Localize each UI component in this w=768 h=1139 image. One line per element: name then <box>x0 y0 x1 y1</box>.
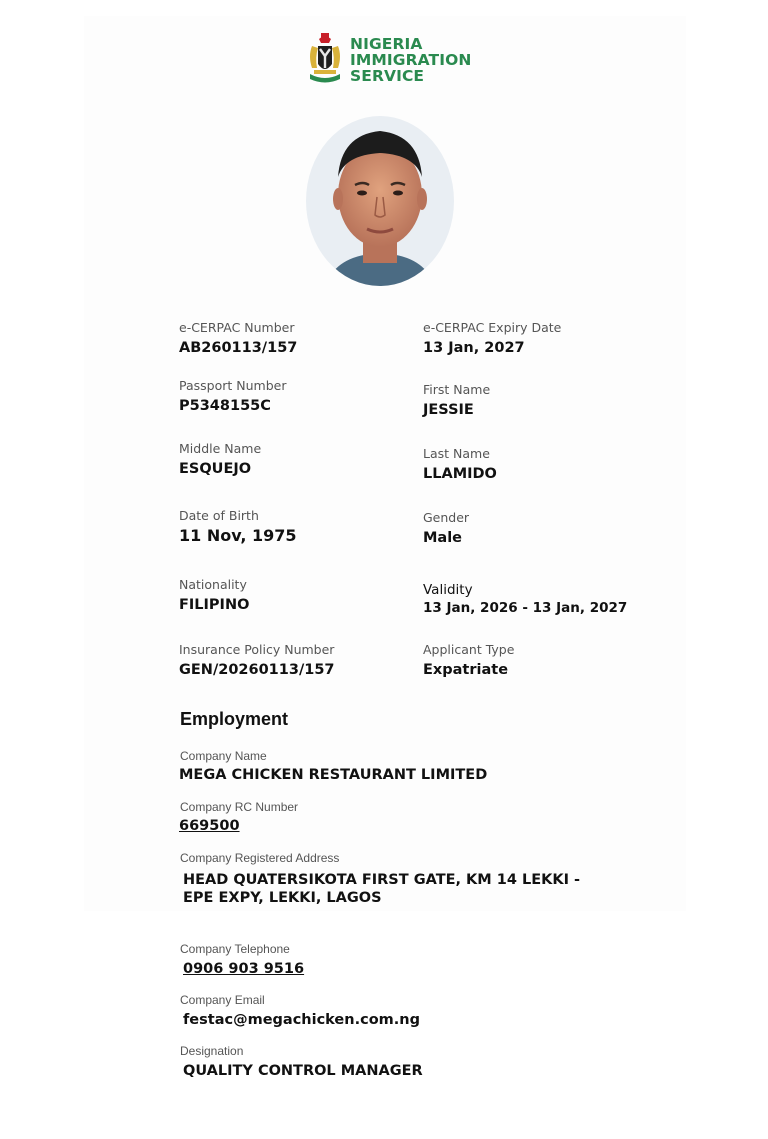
company-name-value: MEGA CHICKEN RESTAURANT LIMITED <box>179 767 488 783</box>
company-rc-value: 669500 <box>179 818 240 834</box>
ecerpac-number-field <box>179 320 297 357</box>
logo-line-3: SERVICE <box>350 67 425 85</box>
ecerpac-expiry-label: e-CERPAC Expiry Date <box>423 320 562 335</box>
passport-number-label: Passport Number <box>179 378 287 393</box>
ecerpac-number-value: AB260113/157 <box>179 340 298 356</box>
logo-line-2: IMMIGRATION <box>350 51 472 69</box>
applicant-type-label: Applicant Type <box>423 642 515 657</box>
address-line-2: EPE EXPY, LEKKI, LAGOS <box>183 890 382 906</box>
insurance-value: GEN/20260113/157 <box>179 662 335 678</box>
insurance-field <box>179 642 335 679</box>
holder-photo <box>305 115 455 287</box>
dob-value: 11 Nov, 1975 <box>179 526 297 545</box>
company-email-value: festac@megachicken.com.ng <box>183 1012 420 1028</box>
middle-name-value: ESQUEJO <box>179 461 252 477</box>
middle-name-label: Middle Name <box>179 441 262 456</box>
first-name-label: First Name <box>423 382 491 397</box>
gender-value: Male <box>423 530 463 546</box>
company-email-label: Company Email <box>180 993 265 1007</box>
address-line-1: HEAD QUATERSIKOTA FIRST GATE, KM 14 LEKKI - <box>183 872 581 888</box>
company-email-field <box>180 993 420 1029</box>
first-name-field <box>423 382 490 419</box>
company-rc-label: Company RC Number <box>180 800 299 814</box>
logo-wordmark <box>350 36 480 84</box>
passport-number-field <box>179 378 286 415</box>
validity-value: 13 Jan, 2026 - 13 Jan, 2027 <box>423 600 628 616</box>
ecerpac-number-label: e-CERPAC Number <box>179 320 295 335</box>
last-name-value: LLAMIDO <box>423 466 497 482</box>
last-name-label: Last Name <box>423 446 490 461</box>
gender-label: Gender <box>423 510 470 525</box>
company-address-value <box>183 871 583 907</box>
dob-field <box>179 508 297 545</box>
designation-field <box>180 1044 423 1080</box>
coat-of-arms-icon <box>306 30 344 88</box>
company-telephone-field <box>180 942 304 978</box>
company-telephone-value: 0906 903 9516 <box>183 961 305 977</box>
employment-heading: Employment <box>180 709 289 729</box>
applicant-type-field <box>423 642 514 679</box>
middle-name-field <box>179 441 261 478</box>
passport-number-value: P5348155C <box>179 398 271 414</box>
validity-field <box>423 582 627 617</box>
dob-label: Date of Birth <box>179 508 259 523</box>
validity-label: Validity <box>423 582 473 598</box>
ecerpac-expiry-value: 13 Jan, 2027 <box>423 340 525 356</box>
company-name-field <box>180 749 487 784</box>
insurance-label: Insurance Policy Number <box>179 642 335 657</box>
gender-field <box>423 510 469 547</box>
company-name-label: Company Name <box>180 749 267 763</box>
logo-line-1: NIGERIA <box>350 35 423 53</box>
company-address-label: Company Registered Address <box>180 851 340 865</box>
first-name-value: JESSIE <box>423 402 474 418</box>
company-telephone-label: Company Telephone <box>180 942 290 956</box>
nis-logo <box>306 30 476 90</box>
nationality-label: Nationality <box>179 577 247 592</box>
ecerpac-expiry-field <box>423 320 561 357</box>
last-name-field <box>423 446 497 483</box>
company-address-label-wrap <box>180 851 339 866</box>
nationality-field <box>179 577 249 614</box>
designation-label: Designation <box>180 1044 244 1058</box>
nationality-value: FILIPINO <box>179 597 250 613</box>
company-rc-field <box>180 800 298 835</box>
designation-value: QUALITY CONTROL MANAGER <box>183 1063 423 1079</box>
applicant-type-value: Expatriate <box>423 662 509 678</box>
